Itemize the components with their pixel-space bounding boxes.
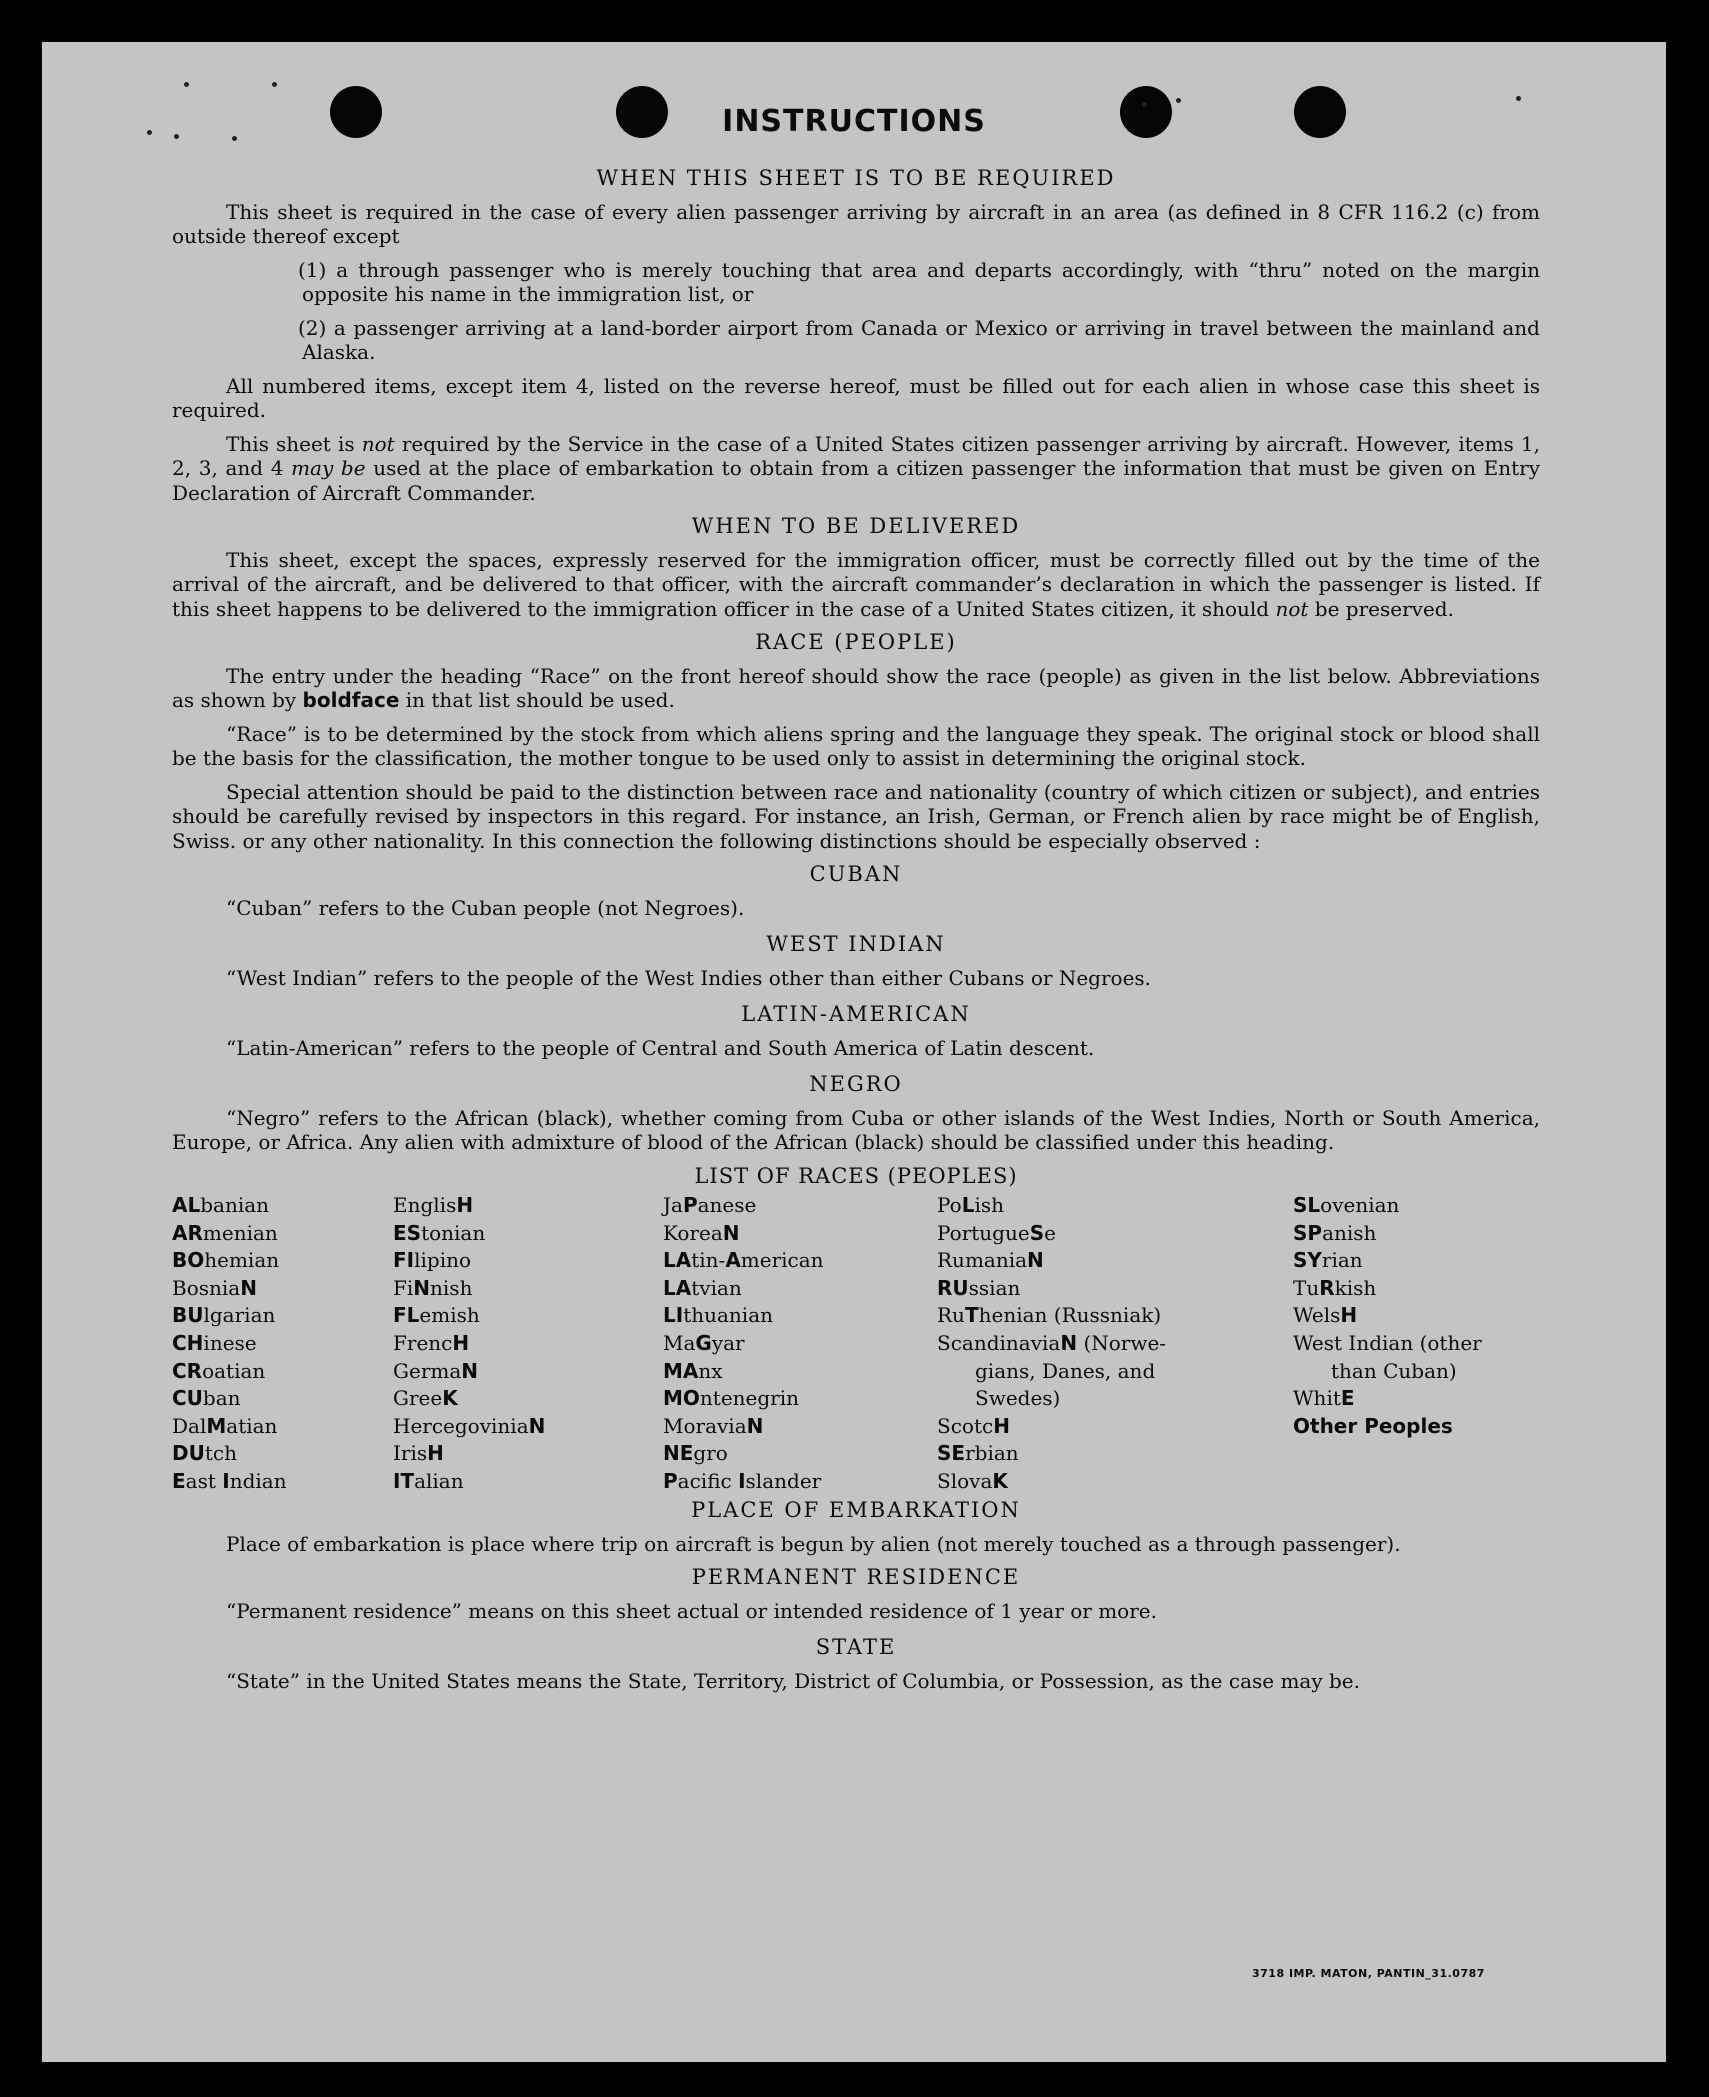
race-entry [172, 1330, 287, 1358]
race-abbrev: ES [393, 1220, 422, 1245]
delivered-text [172, 548, 1540, 622]
race-text: atian [226, 1413, 278, 1438]
race-entry [393, 1440, 545, 1468]
race-text: e [1044, 1220, 1056, 1245]
race-text: Rumania [937, 1248, 1028, 1273]
race-abbrev: M [206, 1413, 227, 1438]
heading-latin-american: LATIN-AMERICAN [741, 1002, 971, 1026]
race-entry [393, 1358, 545, 1386]
race-entry [663, 1192, 824, 1220]
race-entry [172, 1302, 287, 1330]
race-abbrev: LI [663, 1303, 684, 1328]
race-abbrev: LA [663, 1275, 692, 1300]
race-text: alian [414, 1468, 464, 1493]
race-entry [663, 1413, 824, 1441]
heading-place-of-embarkation: PLACE OF EMBARKATION [691, 1498, 1021, 1522]
negro-text: “Negro” refers to the African (black), whether coming from Cuba or other islands of the West Indies, North or South America, Europe, or Africa. Any alien with admixture of blood of the African (black) should be classified under this heading. [172, 1105, 1540, 1154]
race-text: henian (Russniak) [978, 1303, 1162, 1328]
race-entry [937, 1468, 1166, 1496]
race-abbrev: H [456, 1193, 474, 1217]
race-text: Dal [172, 1413, 207, 1438]
race-p1 [172, 664, 1540, 713]
heading-race: RACE (PEOPLE) [755, 630, 957, 654]
race-text: tch [204, 1441, 237, 1466]
race-text: Scandinavia [937, 1330, 1061, 1355]
race-text: emish [419, 1303, 480, 1328]
race-text: oatian [202, 1358, 266, 1383]
embarkation-text: Place of embarkation is place where trip on aircraft is begun by alien (not merely touched as a through passenger). [226, 1531, 1401, 1556]
race-abbrev: N [461, 1358, 479, 1383]
race-abbrev: I [222, 1468, 230, 1493]
race-text: ndian [229, 1468, 287, 1493]
race-text: thuanian [683, 1303, 773, 1328]
race-entry [172, 1468, 287, 1496]
race-abbrev: AL [172, 1193, 201, 1217]
heading-when-delivered: WHEN TO BE DELIVERED [691, 514, 1021, 538]
race-text: anese [697, 1193, 757, 1217]
race-entry [663, 1385, 824, 1413]
race-abbrev: N [240, 1275, 257, 1300]
race-abbrev: CH [172, 1330, 204, 1355]
race-text: yar [711, 1330, 745, 1355]
race-text: slander [745, 1468, 822, 1493]
west-indian-text: “West Indian” refers to the people of the West Indies other than either Cubans or Negroes. [226, 965, 1152, 990]
cuban-text: “Cuban” refers to the Cuban people (not Negroes). [226, 895, 745, 920]
race-abbrev: K [442, 1386, 458, 1411]
race-abbrev: H [1340, 1303, 1358, 1328]
race-text: ish [974, 1193, 1004, 1217]
race-entry [393, 1192, 545, 1220]
delivered-text-b: be preserved. [1308, 596, 1454, 621]
race-text: tonian [421, 1220, 486, 1245]
race-abbrev: N [413, 1275, 431, 1300]
race-entry [1293, 1330, 1482, 1358]
race-entry [172, 1220, 287, 1248]
citizen-note-not: not [361, 431, 395, 456]
speck [184, 82, 189, 87]
race-entry [172, 1358, 287, 1386]
race-text: Korea [663, 1220, 723, 1245]
race-text: Wels [1293, 1303, 1341, 1328]
speck [1516, 96, 1521, 101]
race-abbrev: E [172, 1468, 186, 1493]
citizen-note [172, 432, 1540, 506]
race-abbrev: N [1027, 1248, 1044, 1273]
race-text: tvian [691, 1275, 742, 1300]
heading-when-required: WHEN THIS SHEET IS TO BE REQUIRED [596, 166, 1116, 190]
race-text: Gree [393, 1386, 443, 1411]
race-entry [937, 1385, 1166, 1413]
race-text: banian [200, 1193, 270, 1217]
race-text: acific [677, 1468, 739, 1493]
race-entry [937, 1413, 1166, 1441]
race-entry [663, 1220, 824, 1248]
residence-text: “Permanent residence” means on this sheet actual or intended residence of 1 year or more. [226, 1598, 1157, 1623]
race-text: Swedes) [975, 1386, 1061, 1411]
race-abbrev: BO [172, 1248, 205, 1273]
speck [1176, 98, 1181, 103]
race-abbrev: N [746, 1413, 764, 1438]
race-abbrev: P [663, 1468, 678, 1493]
race-abbrev: MO [663, 1386, 700, 1411]
race-abbrev: CR [172, 1358, 203, 1383]
race-abbrev: L [961, 1193, 975, 1217]
race-abbrev: LA [663, 1248, 692, 1273]
delivered-text-a: This sheet, except the spaces, expressly reserved for the immigration officer, must be correctly filled out by the time of the arrival of the aircraft, and be delivered to that officer, with the aircraft commander’s declaration in which the passenger is listed. If this sheet happens to be delivered to the immigration officer in the case of a United States citizen, it should [172, 547, 1540, 621]
race-abbrev: E [1340, 1386, 1355, 1411]
race-text: Ru [937, 1303, 965, 1328]
race-abbrev: AR [172, 1220, 203, 1245]
race-text: nx [698, 1358, 723, 1383]
race-text: Slova [937, 1468, 993, 1493]
race-text: Frenc [393, 1330, 453, 1355]
latin-american-text: “Latin-American” refers to the people of Central and South America of Latin descent. [226, 1035, 1095, 1060]
citizen-note-part-a: This sheet is [226, 431, 362, 456]
race-entry [937, 1220, 1166, 1248]
race-text: tin- [691, 1248, 726, 1273]
race-text: Tu [1293, 1275, 1320, 1300]
race-abbrev: MA [663, 1358, 699, 1383]
heading-negro: NEGRO [809, 1072, 903, 1096]
heading-cuban: CUBAN [809, 862, 903, 886]
race-entry [663, 1358, 824, 1386]
heading-state: STATE [815, 1635, 897, 1659]
exception-1: (1) a through passenger who is merely touching that area and departs accordingly, with “thru” noted on the margin opposite his name in the immigration list, or [298, 257, 1540, 306]
race-entry [172, 1192, 287, 1220]
race-entry [1293, 1413, 1482, 1441]
races-column-3 [663, 1192, 824, 1496]
race-entry [937, 1275, 1166, 1303]
race-text: West Indian (other [1293, 1330, 1482, 1355]
race-text: Englis [393, 1193, 457, 1217]
race-entry [172, 1413, 287, 1441]
race-entry [393, 1247, 545, 1275]
race-abbrev: T [964, 1303, 979, 1328]
race-abbrev: SY [1293, 1248, 1322, 1273]
race-abbrev: R [1319, 1275, 1335, 1300]
race-abbrev: H [993, 1413, 1010, 1438]
heading-west-indian: WEST INDIAN [766, 932, 946, 956]
race-abbrev: RU [937, 1275, 969, 1300]
race-abbrev: SL [1293, 1193, 1321, 1217]
race-text: Moravia [663, 1413, 747, 1438]
race-text: Ma [663, 1330, 696, 1355]
race-abbrev: P [682, 1193, 698, 1217]
race-entry [663, 1468, 824, 1496]
heading-permanent-residence: PERMANENT RESIDENCE [691, 1565, 1021, 1589]
race-entry [663, 1302, 824, 1330]
race-p1-boldface: boldface [302, 688, 400, 712]
race-entry [937, 1192, 1166, 1220]
race-entry [393, 1302, 545, 1330]
printer-name: IMP. MATON, PANTIN_31.0787 [1288, 1967, 1485, 1980]
race-text: anish [1322, 1220, 1377, 1245]
race-text: rbian [965, 1441, 1019, 1466]
race-abbrev: DU [172, 1441, 205, 1466]
required-intro: This sheet is required in the case of every alien passenger arriving by aircraft in an area (as defined in 8 CFR 116.2 (c) from outside thereof except [172, 199, 1540, 248]
race-p3: Special attention should be paid to the distinction between race and nationality (country of which citizen or subject), and entries should be carefully revised by inspectors in this regard. For instance, an Irish, German, or French alien by race might be of English, Swiss. or any other nationality. In this connection the following distinctions should be especially observed : [172, 779, 1540, 853]
race-abbrev: S [1029, 1220, 1045, 1245]
citizen-note-part-b: required by the Service in the case of a United States citizen passenger arriving by aircraft. However, items 1, 2, 3, and 4 [172, 431, 1541, 480]
race-entry [663, 1330, 824, 1358]
race-entry [1293, 1275, 1482, 1303]
race-text: rian [1321, 1248, 1363, 1273]
race-text: ban [202, 1386, 241, 1411]
race-text: gians, Danes, and [975, 1358, 1156, 1383]
race-text: nish [430, 1275, 473, 1300]
race-text: menian [202, 1220, 278, 1245]
race-abbrev: G [695, 1330, 712, 1355]
race-entry [663, 1247, 824, 1275]
race-abbrev: N [1060, 1330, 1078, 1355]
race-entry [1293, 1192, 1482, 1220]
citizen-note-may-be: may be [291, 456, 366, 480]
instruction-sheet [42, 42, 1666, 2062]
race-text: ovenian [1320, 1193, 1400, 1217]
race-abbrev: H [452, 1330, 470, 1355]
race-entry [393, 1220, 545, 1248]
race-entry [172, 1247, 287, 1275]
speck [272, 82, 277, 87]
numbered-items-note: All numbered items, except item 4, listed on the reverse hereof, must be filled out for each alien in whose case this sheet is required. [172, 373, 1540, 422]
race-abbrev: FL [393, 1303, 420, 1328]
race-entry [937, 1440, 1166, 1468]
race-abbrev: A [725, 1248, 741, 1273]
race-text: ntenegrin [699, 1386, 800, 1411]
race-entry [663, 1440, 824, 1468]
race-text: than Cuban) [1331, 1358, 1457, 1383]
race-text: Bosnia [172, 1275, 241, 1300]
race-text: ssian [968, 1275, 1021, 1300]
race-entry [1293, 1302, 1482, 1330]
race-entry [393, 1330, 545, 1358]
race-abbrev: SE [937, 1441, 966, 1466]
race-text: kish [1334, 1275, 1377, 1300]
race-p1-b: in that list should be used. [399, 688, 675, 712]
race-entry [1293, 1385, 1482, 1413]
races-column-2 [393, 1192, 545, 1496]
race-text: ast [185, 1468, 223, 1493]
races-column-1 [172, 1192, 287, 1496]
race-entry [393, 1468, 545, 1496]
races-column-4 [937, 1192, 1166, 1496]
race-text: Iris [393, 1441, 428, 1466]
state-text: “State” in the United States means the State, Territory, District of Columbia, or Possession, as the case may be. [226, 1668, 1360, 1693]
race-text: gro [693, 1441, 728, 1466]
race-entry [937, 1358, 1166, 1386]
race-entry [663, 1275, 824, 1303]
race-entry [172, 1385, 287, 1413]
printer-number: 3718 [1252, 1967, 1285, 1980]
citizen-note-part-c: used at the place of embarkation to obtain from a citizen passenger the information that must be given on Entry Declaration of Aircraft Commander. [172, 456, 1541, 505]
race-text: lgarian [203, 1303, 276, 1328]
race-abbrev: N [528, 1413, 546, 1438]
race-entry [937, 1247, 1166, 1275]
races-column-5 [1293, 1192, 1482, 1440]
race-entry [937, 1330, 1166, 1358]
race-abbrev: N [722, 1220, 740, 1245]
race-entry [393, 1385, 545, 1413]
race-abbrev: K [992, 1468, 1008, 1493]
race-abbrev: NE [663, 1441, 694, 1466]
page-title: INSTRUCTIONS [722, 104, 986, 139]
race-text: Hercegovinia [393, 1413, 529, 1438]
race-abbrev: BU [172, 1303, 204, 1328]
race-text: (Norwe- [1077, 1330, 1167, 1355]
race-entry [937, 1302, 1166, 1330]
exception-2: (2) a passenger arriving at a land-border airport from Canada or Mexico or arriving in travel between the mainland and Alaska. [298, 315, 1540, 364]
race-p2: “Race” is to be determined by the stock from which aliens spring and the language they speak. The original stock or blood shall be the basis for the classification, the mother tongue to be used only to assist in determining the original stock. [172, 721, 1540, 770]
race-text: inese [203, 1330, 257, 1355]
race-text: hemian [204, 1248, 280, 1273]
races-list [172, 1192, 1540, 1492]
race-abbrev: SP [1293, 1220, 1323, 1245]
race-entry [172, 1440, 287, 1468]
race-abbrev: CU [172, 1386, 203, 1411]
race-abbrev: FI [393, 1248, 415, 1273]
race-abbrev: H [427, 1441, 444, 1466]
race-text: Germa [393, 1358, 462, 1383]
race-text: Ja [663, 1193, 683, 1217]
race-entry [1293, 1358, 1482, 1386]
race-entry [393, 1275, 545, 1303]
race-entry [1293, 1220, 1482, 1248]
race-entry [172, 1275, 287, 1303]
race-text: Scotc [937, 1413, 994, 1438]
delivered-text-not: not [1275, 596, 1309, 621]
printer-imprint [1252, 1967, 1485, 1980]
race-entry [393, 1413, 545, 1441]
race-abbrev: I [738, 1468, 746, 1493]
heading-list-of-races: LIST OF RACES (PEOPLES) [694, 1163, 1018, 1188]
instructions-body [172, 160, 1540, 1705]
race-p1-a: The entry under the heading “Race” on the front hereof should show the race (people) as given in the list below. Abbreviations as shown by [172, 663, 1540, 712]
race-text: lipino [414, 1248, 472, 1273]
race-text: Portugue [937, 1220, 1030, 1245]
race-text: Whit [1293, 1386, 1341, 1411]
race-entry [1293, 1247, 1482, 1275]
race-abbrev: IT [393, 1468, 415, 1493]
race-text: Fi [393, 1275, 414, 1300]
race-abbrev: Other Peoples [1293, 1413, 1453, 1438]
race-text: Po [937, 1193, 962, 1217]
race-text: merican [740, 1248, 824, 1273]
